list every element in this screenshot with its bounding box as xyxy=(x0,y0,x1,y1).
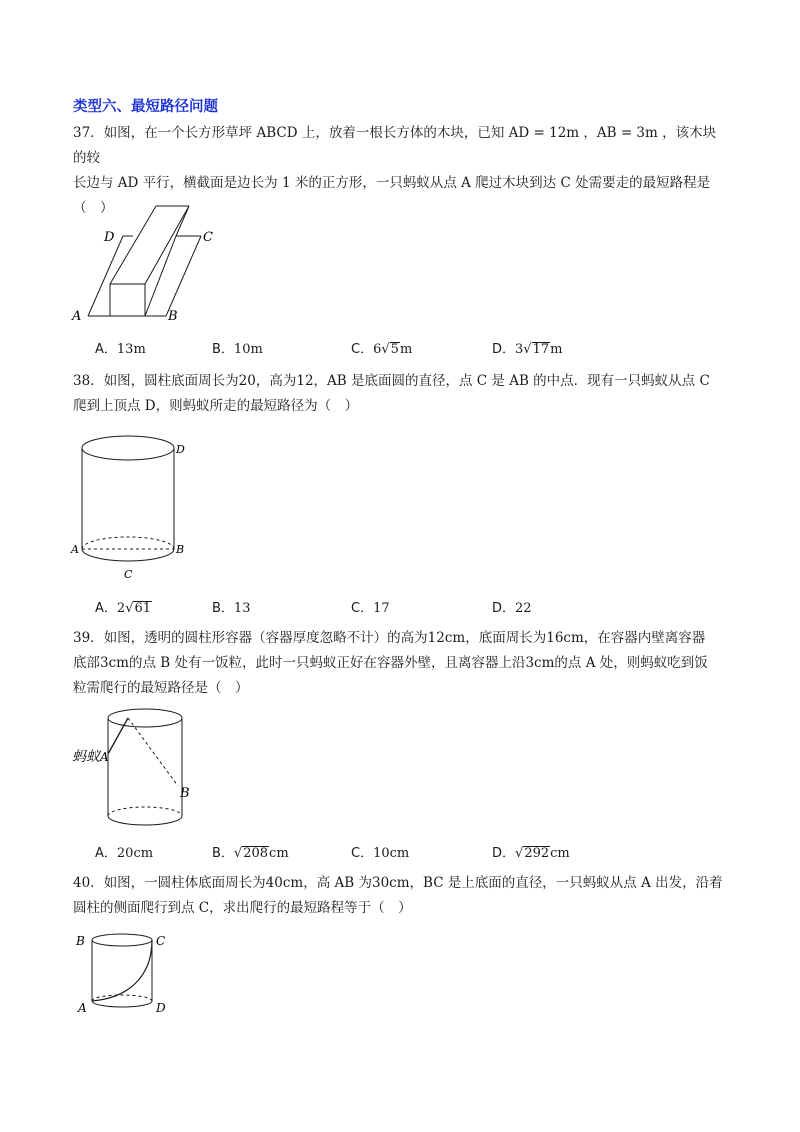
option-a: A．20cm xyxy=(95,846,154,861)
label-C: C xyxy=(203,230,213,245)
options-37 xyxy=(95,338,715,358)
label-A: A xyxy=(78,1001,87,1015)
label-A: A xyxy=(72,309,82,324)
label-C: C xyxy=(124,568,133,581)
question-text: （ ） xyxy=(73,200,114,216)
option-d: D．√292cm xyxy=(492,846,570,861)
question-text: 如图，透明的圆柱形容器（容器厚度忽略不计）的高为12cm，底面周长为16cm，在容器内壁离容器 xyxy=(103,630,706,646)
question-text: 爬到上顶点 D，则蚂蚁所走的最短路径为（ ） xyxy=(73,398,359,414)
label-C: C xyxy=(156,934,166,948)
figure-40-cylinder xyxy=(72,928,182,1020)
option-c: C．17 xyxy=(351,601,390,616)
label-D: D xyxy=(156,1001,166,1015)
option-a: A．13m xyxy=(95,342,146,357)
question-text: 如图，圆柱底面周长为20，高为12，AB 是底面圆的直径，点 C 是 AB 的中点．现有一只蚂蚁从点 C xyxy=(103,373,710,389)
options-39 xyxy=(95,842,715,862)
label-D: D xyxy=(176,443,185,456)
figure-38-cylinder xyxy=(66,428,196,588)
label-D: D xyxy=(104,230,115,245)
option-c: C．10cm xyxy=(351,846,410,861)
figure-37-lawn-block xyxy=(66,198,226,326)
question-text: 圆柱的侧面爬行到点 C，求出爬行的最短路程等于（ ） xyxy=(73,900,412,916)
question-text: 粒需爬行的最短路径是（ ） xyxy=(73,680,249,696)
figure-39-container xyxy=(70,706,200,834)
question-text: 如图，一圆柱体底面周长为40cm，高 AB 为30cm，BC 是上底面的直径，一只蚂蚁从点 A 出发，沿着 xyxy=(103,875,723,891)
label-A: A xyxy=(100,750,109,764)
label-B: B xyxy=(76,934,85,948)
label-B: B xyxy=(168,309,178,324)
option-c: C．6√5m xyxy=(351,342,413,357)
question-text: 长边与 AD 平行，横截面是边长为 1 米的正方形，一只蚂蚁从点 A 爬过木块到达 C 处需要走的最短路程是 xyxy=(73,175,711,191)
option-b: B．√208cm xyxy=(212,846,289,861)
question-40 xyxy=(73,871,723,921)
question-number: 38． xyxy=(73,373,104,389)
option-d: D．22 xyxy=(492,601,532,616)
label-ant: 蚂蚁 xyxy=(72,749,100,765)
label-B: B xyxy=(180,786,190,801)
question-number: 40． xyxy=(73,875,104,891)
label-B: B xyxy=(176,543,185,556)
section-title: 类型六、最短路径问题 xyxy=(73,99,218,115)
question-text: 如图，在一个长方形草坪 ABCD 上，放着一根长方体的木块，已知 AD = 12m ，AB = 3m ，该木块的较 xyxy=(73,125,717,166)
option-b: B．13 xyxy=(212,601,251,616)
label-A: A xyxy=(71,543,79,556)
option-b: B．10m xyxy=(212,342,263,357)
option-a: A．2√61 xyxy=(95,601,152,616)
option-d: D．3√17m xyxy=(492,342,563,357)
options-38 xyxy=(95,597,715,617)
question-39 xyxy=(73,626,723,701)
question-number: 37． xyxy=(73,125,104,141)
question-number: 39． xyxy=(73,630,104,646)
question-38 xyxy=(73,369,723,419)
question-text: 底部3cm的点 B 处有一饭粒，此时一只蚂蚁正好在容器外壁，且离容器上沿3cm的点 A 处，则蚂蚁吃到饭 xyxy=(73,655,708,671)
